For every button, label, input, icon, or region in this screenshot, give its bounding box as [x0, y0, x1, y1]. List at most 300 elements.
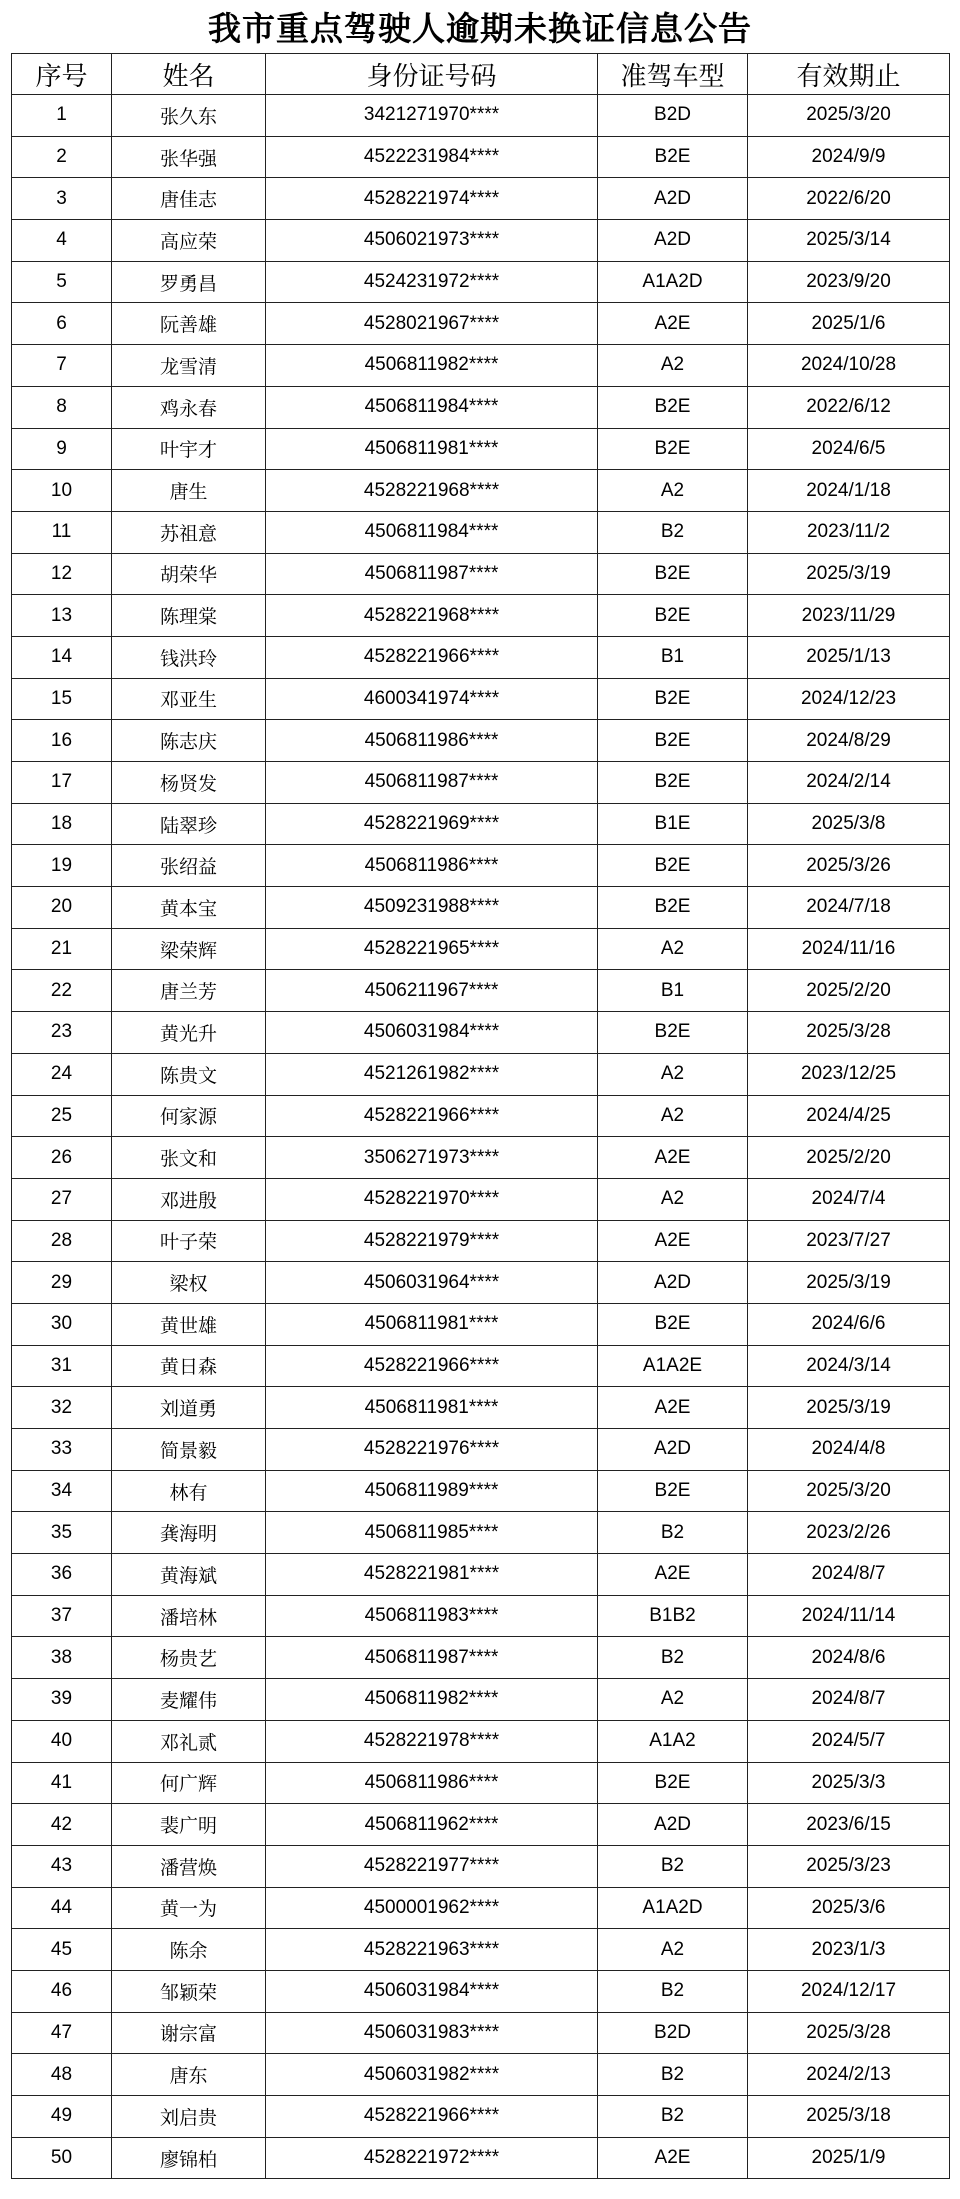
cell-id-number: 4506031983****: [266, 2012, 598, 2054]
cell-expiry-date: 2024/6/5: [748, 428, 950, 470]
cell-seq: 12: [12, 553, 112, 595]
cell-expiry-date: 2024/10/28: [748, 345, 950, 387]
cell-expiry-date: 2024/8/7: [748, 1554, 950, 1596]
cell-id-number: 4528021967****: [266, 303, 598, 345]
cell-expiry-date: 2025/3/28: [748, 2012, 950, 2054]
table-row: [12, 678, 950, 720]
cell-name: 阮善雄: [112, 303, 266, 345]
table-row: [12, 1470, 950, 1512]
cell-expiry-date: 2024/1/18: [748, 470, 950, 512]
cell-license-class: B2E: [598, 553, 748, 595]
table-row: [12, 1387, 950, 1429]
cell-license-class: A2: [598, 928, 748, 970]
cell-license-class: B1B2: [598, 1595, 748, 1637]
cell-license-class: B2E: [598, 1762, 748, 1804]
cell-name: 梁权: [112, 1262, 266, 1304]
cell-name: 钱洪玲: [112, 636, 266, 678]
header-license-class: 准驾车型: [598, 54, 748, 95]
cell-id-number: 4528221966****: [266, 636, 598, 678]
cell-expiry-date: 2023/6/15: [748, 1804, 950, 1846]
cell-id-number: 3421271970****: [266, 95, 598, 137]
cell-name: 邓礼贰: [112, 1720, 266, 1762]
cell-expiry-date: 2025/3/18: [748, 2096, 950, 2138]
page-title: 我市重点驾驶人逾期未换证信息公告: [208, 9, 752, 48]
cell-name: 陈理棠: [112, 595, 266, 637]
cell-expiry-date: 2025/1/9: [748, 2137, 950, 2179]
cell-expiry-date: 2024/4/25: [748, 1095, 950, 1137]
cell-expiry-date: 2024/11/16: [748, 928, 950, 970]
cell-id-number: 4506031982****: [266, 2054, 598, 2096]
table-row: [12, 636, 950, 678]
cell-license-class: B2E: [598, 595, 748, 637]
cell-seq: 23: [12, 1012, 112, 1054]
cell-seq: 3: [12, 178, 112, 220]
table-row: [12, 1345, 950, 1387]
cell-expiry-date: 2025/3/6: [748, 1887, 950, 1929]
cell-id-number: 4528221978****: [266, 1720, 598, 1762]
cell-id-number: 4524231972****: [266, 261, 598, 303]
cell-id-number: 4506031984****: [266, 1012, 598, 1054]
cell-expiry-date: 2023/11/2: [748, 511, 950, 553]
header-seq: 序号: [12, 54, 112, 95]
cell-name: 潘营焕: [112, 1845, 266, 1887]
cell-id-number: 4506811981****: [266, 428, 598, 470]
cell-expiry-date: 2025/3/23: [748, 1845, 950, 1887]
cell-expiry-date: 2024/7/18: [748, 887, 950, 929]
cell-expiry-date: 2024/12/23: [748, 678, 950, 720]
cell-license-class: B2E: [598, 1470, 748, 1512]
table-row: [12, 261, 950, 303]
cell-name: 鸡永春: [112, 386, 266, 428]
header-row: [12, 54, 950, 95]
cell-id-number: 4528221969****: [266, 803, 598, 845]
cell-expiry-date: 2025/3/19: [748, 1387, 950, 1429]
table-row: [12, 1720, 950, 1762]
table-row: [12, 1262, 950, 1304]
cell-name: 陈志庆: [112, 720, 266, 762]
cell-seq: 13: [12, 595, 112, 637]
cell-seq: 41: [12, 1762, 112, 1804]
cell-license-class: A2D: [598, 1804, 748, 1846]
cell-seq: 44: [12, 1887, 112, 1929]
cell-id-number: 4528221968****: [266, 595, 598, 637]
cell-name: 罗勇昌: [112, 261, 266, 303]
cell-expiry-date: 2023/12/25: [748, 1053, 950, 1095]
cell-license-class: A2D: [598, 1262, 748, 1304]
cell-license-class: B2: [598, 1512, 748, 1554]
cell-seq: 25: [12, 1095, 112, 1137]
cell-seq: 30: [12, 1303, 112, 1345]
cell-seq: 38: [12, 1637, 112, 1679]
cell-expiry-date: 2023/2/26: [748, 1512, 950, 1554]
cell-expiry-date: 2025/2/20: [748, 970, 950, 1012]
cell-name: 陈贵文: [112, 1053, 266, 1095]
table-row: [12, 803, 950, 845]
cell-seq: 47: [12, 2012, 112, 2054]
table-row: [12, 1512, 950, 1554]
table-row: [12, 2054, 950, 2096]
cell-id-number: 4506811986****: [266, 845, 598, 887]
table-row: [12, 303, 950, 345]
cell-name: 高应荣: [112, 220, 266, 262]
cell-id-number: 4528221979****: [266, 1220, 598, 1262]
cell-license-class: B2D: [598, 95, 748, 137]
cell-expiry-date: 2025/3/8: [748, 803, 950, 845]
cell-id-number: 4528221977****: [266, 1845, 598, 1887]
cell-name: 杨贤发: [112, 762, 266, 804]
cell-license-class: B2E: [598, 887, 748, 929]
cell-expiry-date: 2024/2/13: [748, 2054, 950, 2096]
cell-expiry-date: 2024/5/7: [748, 1720, 950, 1762]
cell-id-number: 4506811985****: [266, 1512, 598, 1554]
cell-license-class: A2E: [598, 303, 748, 345]
cell-expiry-date: 2022/6/20: [748, 178, 950, 220]
table-row: [12, 887, 950, 929]
cell-license-class: A2: [598, 345, 748, 387]
cell-license-class: A2D: [598, 220, 748, 262]
cell-name: 龚海明: [112, 1512, 266, 1554]
cell-id-number: 4509231988****: [266, 887, 598, 929]
table-row: [12, 220, 950, 262]
cell-expiry-date: 2023/11/29: [748, 595, 950, 637]
cell-license-class: A2D: [598, 178, 748, 220]
cell-id-number: 4506211967****: [266, 970, 598, 1012]
table-row: [12, 470, 950, 512]
table-header: [12, 54, 950, 95]
table-row: [12, 762, 950, 804]
table-row: [12, 720, 950, 762]
table-row: [12, 1637, 950, 1679]
cell-id-number: 4506811987****: [266, 553, 598, 595]
table-row: [12, 2096, 950, 2138]
table-row: [12, 1178, 950, 1220]
table-row: [12, 1679, 950, 1721]
cell-seq: 19: [12, 845, 112, 887]
cell-license-class: B2E: [598, 428, 748, 470]
cell-name: 唐佳志: [112, 178, 266, 220]
cell-seq: 24: [12, 1053, 112, 1095]
cell-id-number: 4506811982****: [266, 1679, 598, 1721]
cell-id-number: 4528221972****: [266, 2137, 598, 2179]
cell-license-class: B2E: [598, 845, 748, 887]
cell-license-class: B2: [598, 511, 748, 553]
cell-id-number: 4506811987****: [266, 762, 598, 804]
cell-seq: 42: [12, 1804, 112, 1846]
cell-seq: 26: [12, 1137, 112, 1179]
cell-license-class: B2: [598, 2096, 748, 2138]
cell-license-class: A2: [598, 470, 748, 512]
cell-expiry-date: 2024/12/17: [748, 1970, 950, 2012]
cell-license-class: A2E: [598, 2137, 748, 2179]
table-row: [12, 845, 950, 887]
cell-expiry-date: 2024/4/8: [748, 1429, 950, 1471]
table-row: [12, 1012, 950, 1054]
cell-expiry-date: 2024/3/14: [748, 1345, 950, 1387]
table-row: [12, 1887, 950, 1929]
table-row: [12, 1595, 950, 1637]
cell-license-class: A2: [598, 1053, 748, 1095]
cell-seq: 21: [12, 928, 112, 970]
cell-name: 苏祖意: [112, 511, 266, 553]
cell-id-number: 4528221966****: [266, 1095, 598, 1137]
table-body: [12, 95, 950, 2179]
table-row: [12, 1429, 950, 1471]
cell-seq: 29: [12, 1262, 112, 1304]
cell-seq: 50: [12, 2137, 112, 2179]
driver-table: [11, 53, 950, 2179]
cell-license-class: A2E: [598, 1387, 748, 1429]
cell-expiry-date: 2024/11/14: [748, 1595, 950, 1637]
cell-seq: 22: [12, 970, 112, 1012]
cell-name: 廖锦柏: [112, 2137, 266, 2179]
cell-license-class: B2E: [598, 720, 748, 762]
cell-id-number: 4528221965****: [266, 928, 598, 970]
table-row: [12, 1762, 950, 1804]
cell-id-number: 4506031984****: [266, 1970, 598, 2012]
table-row: [12, 1303, 950, 1345]
cell-id-number: 4506811984****: [266, 386, 598, 428]
cell-id-number: 4506811986****: [266, 1762, 598, 1804]
cell-license-class: A2E: [598, 1220, 748, 1262]
cell-id-number: 4506811962****: [266, 1804, 598, 1846]
cell-expiry-date: 2025/3/19: [748, 553, 950, 595]
cell-license-class: A2E: [598, 1137, 748, 1179]
cell-name: 叶子荣: [112, 1220, 266, 1262]
cell-id-number: 4506811986****: [266, 720, 598, 762]
table-row: [12, 1095, 950, 1137]
cell-id-number: 3506271973****: [266, 1137, 598, 1179]
cell-name: 黄一为: [112, 1887, 266, 1929]
cell-license-class: A2: [598, 1095, 748, 1137]
cell-name: 刘启贵: [112, 2096, 266, 2138]
cell-expiry-date: 2025/3/19: [748, 1262, 950, 1304]
cell-seq: 10: [12, 470, 112, 512]
table-row: [12, 178, 950, 220]
cell-seq: 49: [12, 2096, 112, 2138]
cell-license-class: B2: [598, 1970, 748, 2012]
cell-license-class: B1: [598, 636, 748, 678]
cell-seq: 43: [12, 1845, 112, 1887]
table-row: [12, 1220, 950, 1262]
cell-license-class: A1A2: [598, 1720, 748, 1762]
cell-license-class: B2E: [598, 1012, 748, 1054]
cell-seq: 27: [12, 1178, 112, 1220]
cell-seq: 36: [12, 1554, 112, 1596]
cell-id-number: 4528221963****: [266, 1929, 598, 1971]
cell-name: 胡荣华: [112, 553, 266, 595]
cell-name: 黄光升: [112, 1012, 266, 1054]
table-row: [12, 1845, 950, 1887]
cell-name: 麦耀伟: [112, 1679, 266, 1721]
cell-seq: 1: [12, 95, 112, 137]
cell-name: 唐东: [112, 2054, 266, 2096]
cell-name: 陆翠珍: [112, 803, 266, 845]
cell-license-class: A2: [598, 1679, 748, 1721]
cell-id-number: 4528221976****: [266, 1429, 598, 1471]
cell-seq: 39: [12, 1679, 112, 1721]
cell-id-number: 4528221966****: [266, 2096, 598, 2138]
cell-id-number: 4528221968****: [266, 470, 598, 512]
table-row: [12, 2012, 950, 2054]
table-row: [12, 386, 950, 428]
cell-name: 叶宇才: [112, 428, 266, 470]
cell-seq: 48: [12, 2054, 112, 2096]
cell-id-number: 4528221981****: [266, 1554, 598, 1596]
cell-id-number: 4506811984****: [266, 511, 598, 553]
cell-name: 邓亚生: [112, 678, 266, 720]
cell-seq: 28: [12, 1220, 112, 1262]
table-row: [12, 345, 950, 387]
table-row: [12, 970, 950, 1012]
cell-name: 何家源: [112, 1095, 266, 1137]
cell-id-number: 4506811982****: [266, 345, 598, 387]
cell-id-number: 4506811987****: [266, 1637, 598, 1679]
cell-id-number: 4506811981****: [266, 1387, 598, 1429]
cell-expiry-date: 2025/3/26: [748, 845, 950, 887]
cell-name: 谢宗富: [112, 2012, 266, 2054]
cell-name: 张久东: [112, 95, 266, 137]
cell-seq: 4: [12, 220, 112, 262]
table-row: [12, 1804, 950, 1846]
cell-id-number: 4600341974****: [266, 678, 598, 720]
cell-expiry-date: 2024/7/4: [748, 1178, 950, 1220]
cell-expiry-date: 2025/3/28: [748, 1012, 950, 1054]
cell-id-number: 4500001962****: [266, 1887, 598, 1929]
table-row: [12, 1137, 950, 1179]
cell-name: 黄世雄: [112, 1303, 266, 1345]
cell-seq: 32: [12, 1387, 112, 1429]
cell-seq: 5: [12, 261, 112, 303]
cell-seq: 17: [12, 762, 112, 804]
cell-expiry-date: 2023/1/3: [748, 1929, 950, 1971]
cell-name: 林有: [112, 1470, 266, 1512]
table-row: [12, 1970, 950, 2012]
cell-seq: 18: [12, 803, 112, 845]
cell-seq: 16: [12, 720, 112, 762]
cell-seq: 2: [12, 136, 112, 178]
cell-seq: 40: [12, 1720, 112, 1762]
cell-expiry-date: 2025/2/20: [748, 1137, 950, 1179]
cell-expiry-date: 2025/1/6: [748, 303, 950, 345]
table-row: [12, 1053, 950, 1095]
table-row: [12, 928, 950, 970]
cell-id-number: 4506021973****: [266, 220, 598, 262]
cell-license-class: A2E: [598, 1554, 748, 1596]
cell-license-class: B2: [598, 2054, 748, 2096]
cell-expiry-date: 2025/3/3: [748, 1762, 950, 1804]
cell-license-class: A2D: [598, 1429, 748, 1471]
header-id-number: 身份证号码: [266, 54, 598, 95]
cell-license-class: B2D: [598, 2012, 748, 2054]
table-row: [12, 1554, 950, 1596]
cell-seq: 37: [12, 1595, 112, 1637]
cell-license-class: A1A2D: [598, 261, 748, 303]
cell-name: 黄日森: [112, 1345, 266, 1387]
cell-id-number: 4506031964****: [266, 1262, 598, 1304]
cell-id-number: 4522231984****: [266, 136, 598, 178]
table-row: [12, 553, 950, 595]
cell-id-number: 4506811981****: [266, 1303, 598, 1345]
cell-license-class: A2: [598, 1929, 748, 1971]
header-expiry-date: 有效期止: [748, 54, 950, 95]
cell-expiry-date: 2025/3/20: [748, 1470, 950, 1512]
cell-name: 简景毅: [112, 1429, 266, 1471]
cell-seq: 8: [12, 386, 112, 428]
cell-expiry-date: 2023/9/20: [748, 261, 950, 303]
cell-seq: 9: [12, 428, 112, 470]
table-row: [12, 1929, 950, 1971]
header-name: 姓名: [112, 54, 266, 95]
table-row: [12, 595, 950, 637]
table-row: [12, 511, 950, 553]
cell-name: 何广辉: [112, 1762, 266, 1804]
table-row: [12, 428, 950, 470]
cell-license-class: B1: [598, 970, 748, 1012]
cell-id-number: 4506811989****: [266, 1470, 598, 1512]
cell-expiry-date: 2024/6/6: [748, 1303, 950, 1345]
cell-license-class: A1A2E: [598, 1345, 748, 1387]
cell-expiry-date: 2025/3/14: [748, 220, 950, 262]
cell-license-class: B2E: [598, 762, 748, 804]
cell-name: 唐生: [112, 470, 266, 512]
cell-name: 陈余: [112, 1929, 266, 1971]
cell-expiry-date: 2023/7/27: [748, 1220, 950, 1262]
cell-seq: 6: [12, 303, 112, 345]
table-row: [12, 136, 950, 178]
cell-license-class: A1A2D: [598, 1887, 748, 1929]
cell-expiry-date: 2025/3/20: [748, 95, 950, 137]
cell-id-number: 4528221966****: [266, 1345, 598, 1387]
cell-expiry-date: 2024/9/9: [748, 136, 950, 178]
cell-license-class: B2: [598, 1637, 748, 1679]
cell-name: 裴广明: [112, 1804, 266, 1846]
cell-name: 黄本宝: [112, 887, 266, 929]
cell-name: 唐兰芳: [112, 970, 266, 1012]
cell-license-class: B2E: [598, 678, 748, 720]
cell-expiry-date: 2024/8/29: [748, 720, 950, 762]
cell-expiry-date: 2024/8/7: [748, 1679, 950, 1721]
cell-name: 梁荣辉: [112, 928, 266, 970]
cell-seq: 31: [12, 1345, 112, 1387]
cell-expiry-date: 2024/2/14: [748, 762, 950, 804]
cell-name: 邓进殷: [112, 1178, 266, 1220]
cell-id-number: 4528221970****: [266, 1178, 598, 1220]
cell-expiry-date: 2024/8/6: [748, 1637, 950, 1679]
cell-seq: 14: [12, 636, 112, 678]
cell-seq: 35: [12, 1512, 112, 1554]
cell-seq: 46: [12, 1970, 112, 2012]
cell-license-class: B2E: [598, 1303, 748, 1345]
cell-seq: 20: [12, 887, 112, 929]
cell-license-class: B2: [598, 1845, 748, 1887]
cell-name: 刘道勇: [112, 1387, 266, 1429]
cell-name: 杨贵艺: [112, 1637, 266, 1679]
cell-name: 黄海斌: [112, 1554, 266, 1596]
cell-id-number: 4528221974****: [266, 178, 598, 220]
table-row: [12, 95, 950, 137]
cell-seq: 15: [12, 678, 112, 720]
cell-license-class: B2E: [598, 136, 748, 178]
cell-expiry-date: 2025/1/13: [748, 636, 950, 678]
cell-seq: 45: [12, 1929, 112, 1971]
cell-seq: 34: [12, 1470, 112, 1512]
cell-name: 张文和: [112, 1137, 266, 1179]
cell-id-number: 4506811983****: [266, 1595, 598, 1637]
cell-license-class: B2E: [598, 386, 748, 428]
cell-name: 龙雪清: [112, 345, 266, 387]
cell-seq: 33: [12, 1429, 112, 1471]
cell-license-class: A2: [598, 1178, 748, 1220]
